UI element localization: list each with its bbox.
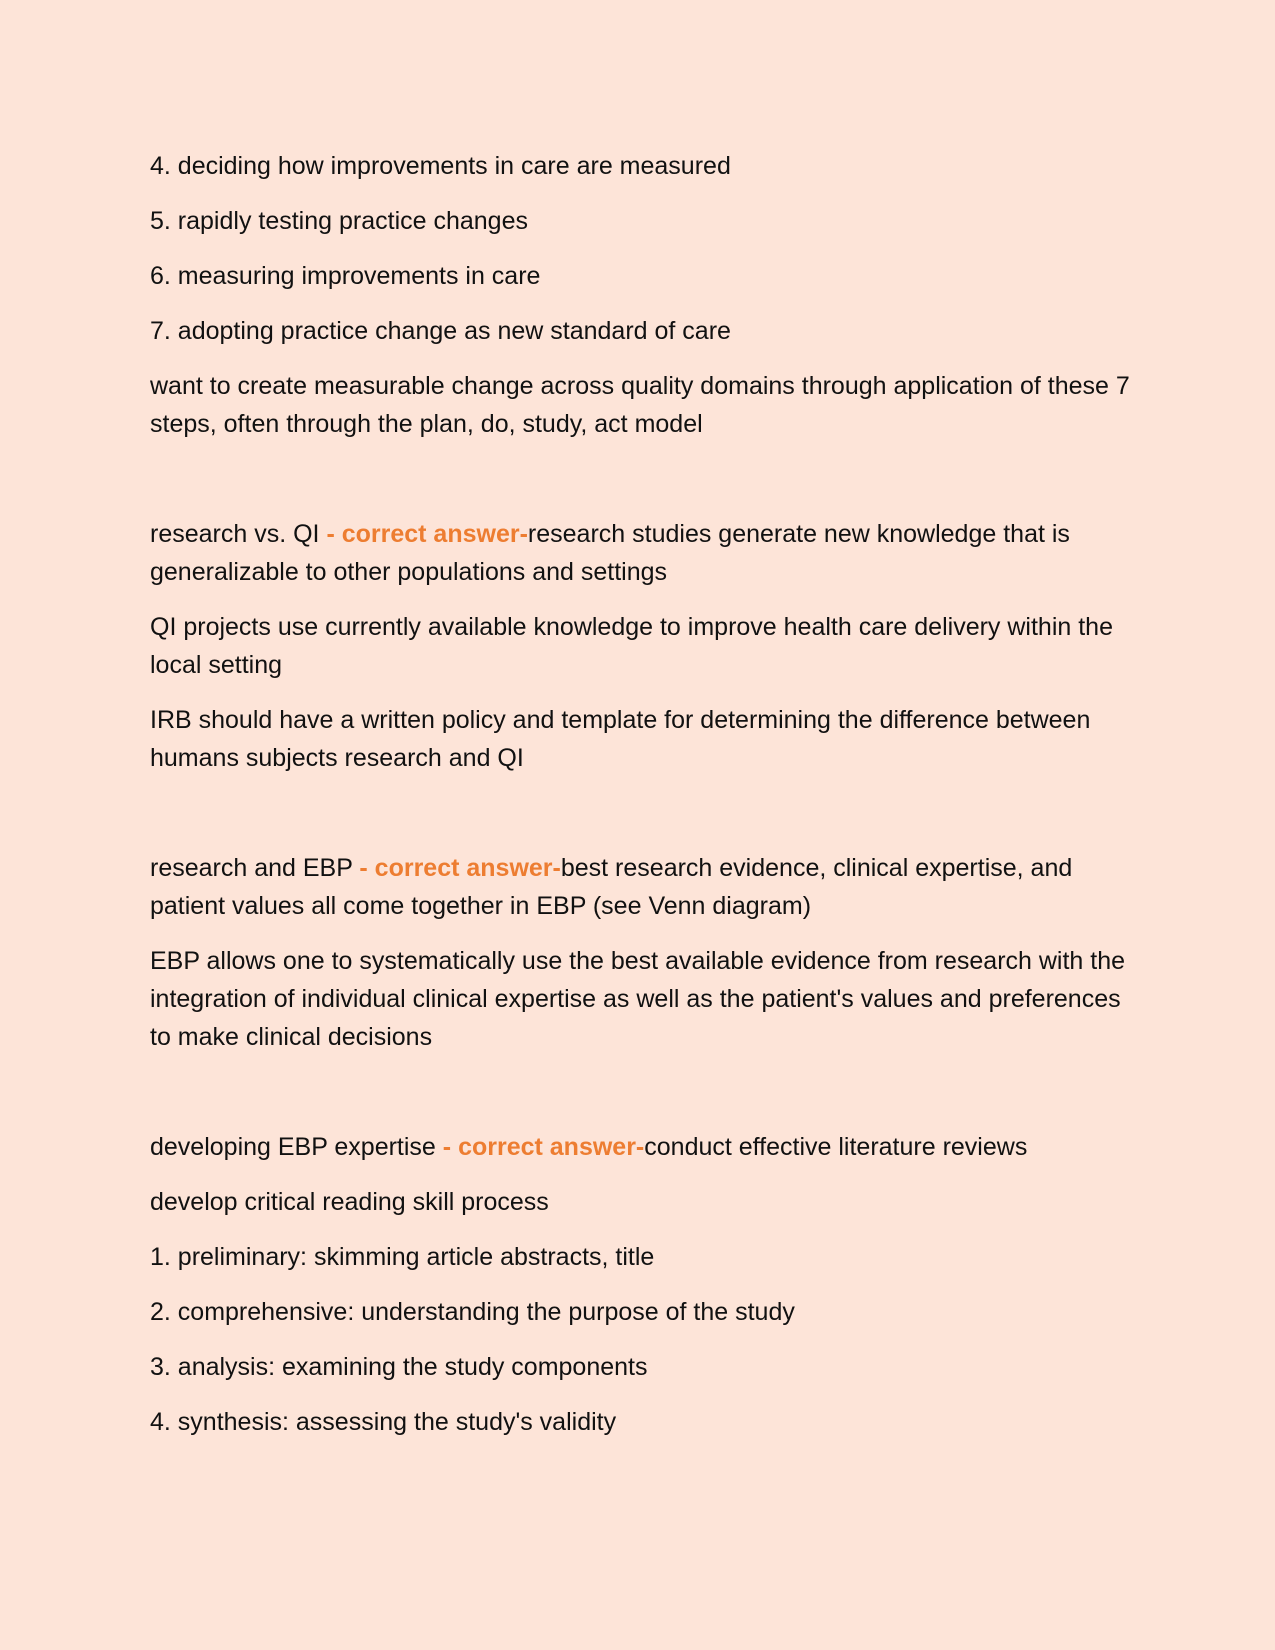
card-term: research and EBP [150, 854, 360, 882]
correct-answer-marker: - correct answer- [326, 520, 528, 548]
text-line: 3. analysis: examining the study components [150, 1353, 648, 1381]
card-term: developing EBP expertise [150, 1133, 443, 1161]
text-line: 6. measuring improvements in care [150, 262, 541, 290]
text-line: 4. deciding how improvements in care are measured [150, 152, 731, 180]
section-gap [150, 794, 1130, 849]
card-answer: best research evidence, clinical expertise, and patient values all come together in EBP (see Venn diagram) [150, 854, 1073, 920]
text-line: 1. preliminary: skimming article abstracts, title [150, 1243, 655, 1271]
text-paragraph: IRB should have a written policy and template for determining the difference between humans subjects research and QI [150, 706, 1091, 772]
section-gap [150, 1073, 1130, 1128]
text-paragraph: want to create measurable change across quality domains through application of these 7 steps, often through the plan, do, study, act model [150, 372, 1130, 438]
flashcard-question [150, 1128, 1130, 1166]
text-paragraph: QI projects use currently available knowledge to improve health care delivery within the local setting [150, 613, 1113, 679]
document-page [150, 147, 1130, 1458]
card-answer: conduct effective literature reviews [644, 1133, 1028, 1161]
text-line: 5. rapidly testing practice changes [150, 207, 528, 235]
card-term: research vs. QI [150, 520, 327, 548]
text-line: develop critical reading skill process [150, 1188, 549, 1216]
text-line: 4. synthesis: assessing the study's validity [150, 1408, 617, 1436]
section-gap [150, 460, 1130, 515]
text-line: 7. adopting practice change as new standard of care [150, 317, 731, 345]
text-line: 2. comprehensive: understanding the purpose of the study [150, 1298, 795, 1326]
flashcard-question [150, 849, 1130, 925]
correct-answer-marker: - correct answer- [442, 1133, 645, 1161]
flashcard-question [150, 515, 1130, 591]
correct-answer-marker: - correct answer- [359, 854, 561, 882]
text-paragraph: EBP allows one to systematically use the best available evidence from research with the integration of individual clinical expertise as well as the patient's values and preferences to make clinical decisions [150, 947, 1126, 1051]
card-answer: research studies generate new knowledge that is generalizable to other populations and settings [150, 520, 1070, 586]
